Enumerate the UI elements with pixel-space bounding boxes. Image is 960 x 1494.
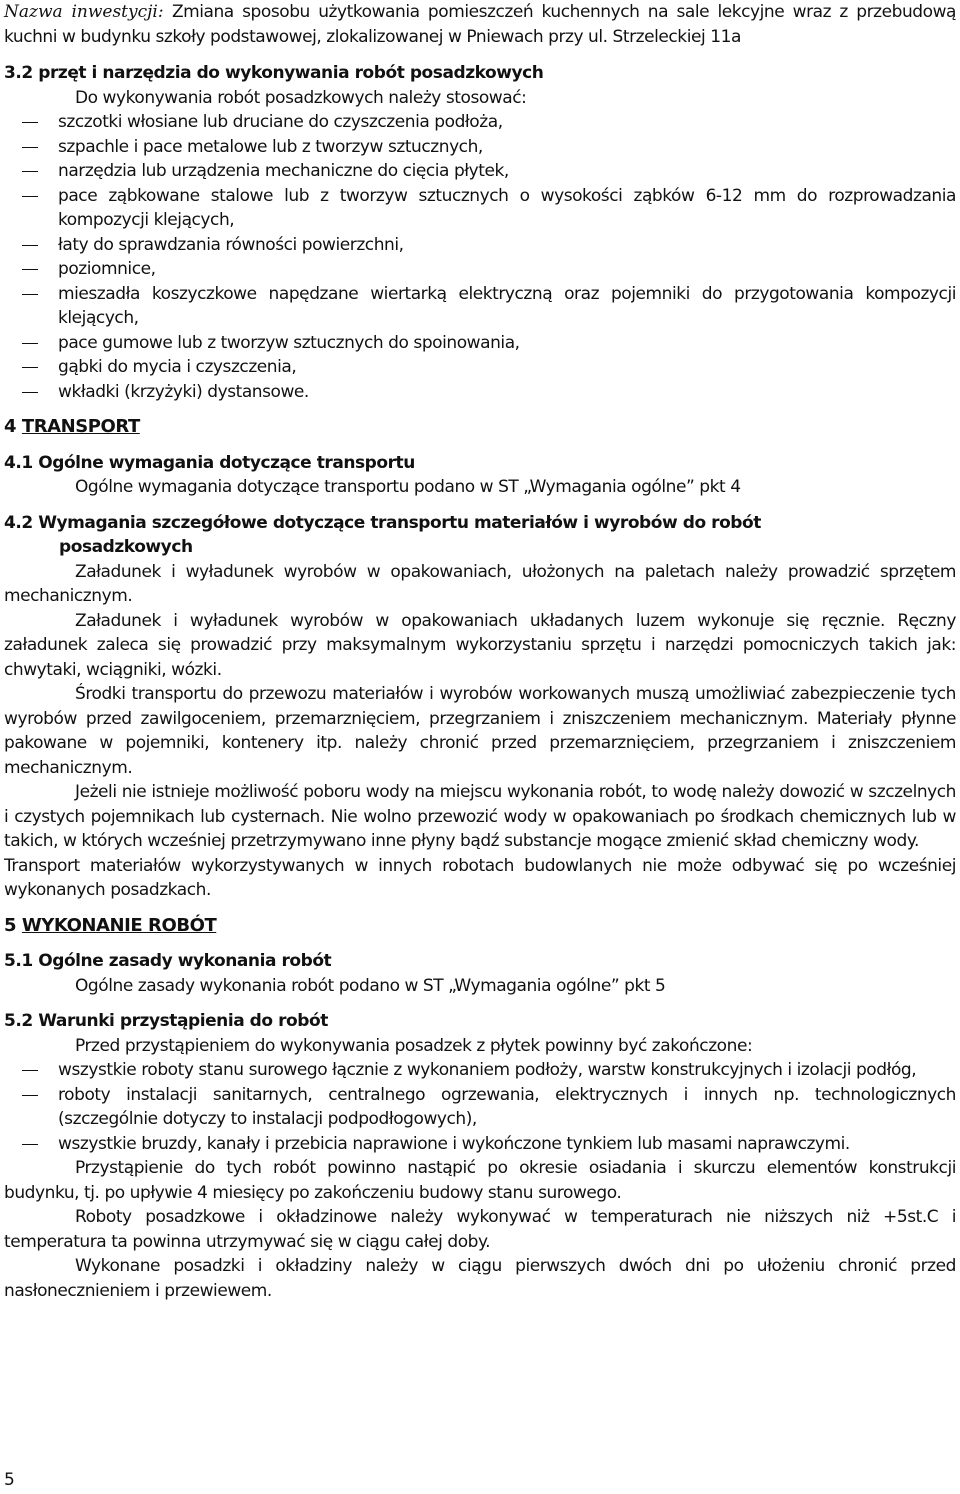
section-5-heading <box>4 914 956 939</box>
paragraph: Przystąpienie do tych robót powinno nastąpić po okresie osiadania i skurczu elementów konstrukcji budynku, tj. po upływie 4 miesięcy po zakończeniu budowy stanu surowego. <box>4 1158 956 1203</box>
list-item: roboty instalacji sanitarnych, centralnego ogrzewania, elektrycznych i innych np. technologicznych (szczególnie dotyczy to instalacji podpodłogowych), <box>4 1083 956 1132</box>
list-item: szpachle i pace metalowe lub z tworzyw sztucznych, <box>4 135 956 160</box>
list-item: szczotki włosiane lub druciane do czyszczenia podłoża, <box>4 110 956 135</box>
section-4-1-title: 4.1 Ogólne wymagania dotyczące transportu <box>4 452 415 473</box>
list-item: narzędzia lub urządzenia mechaniczne do cięcia płytek, <box>4 159 956 184</box>
page-number: 5 <box>4 1470 15 1490</box>
section-4-heading <box>4 415 956 440</box>
section-5-1-title: 5.1 Ogólne zasady wykonania robót <box>4 951 332 971</box>
section-4-number: 4 <box>4 416 17 437</box>
list-item: mieszadła koszyczkowe napędzane wiertarką elektryczną oraz pojemniki do przygotowania kompozycji klejących, <box>4 282 956 331</box>
paragraph: Jeżeli nie istnieje możliwość poboru wody na miejscu wykonania robót, to wodę należy dowozić w szczelnych i czystych pojemnikach lub cysternach. Nie wolno przewozić wody w opakowaniach po środkach chemicznych lub w takich, w których wcześniej przetrzymywano inne płyny bądź substancje mogące zmienić skład chemiczny wody. <box>4 782 956 851</box>
section-3-2-intro: Do wykonywania robót posadzkowych należy stosować: <box>75 87 527 108</box>
list-item: pace ząbkowane stalowe lub z tworzyw sztucznych o wysokości ząbków 6-12 mm do rozprowadzania kompozycji klejących, <box>4 184 956 233</box>
list-item: wszystkie roboty stanu surowego łącznie z wykonaniem podłoży, warstw konstrukcyjnych i izolacji podłóg, <box>4 1058 956 1083</box>
paragraph: Załadunek i wyładunek wyrobów w opakowaniach układanych luzem wykonuje się ręcznie. Ręczny załadunek zaleca się prowadzić przy maksymalnym wykorzystaniu sprzętu i narzędzi pomocniczych takich jak: chwytaki, wciągniki, wózki. <box>4 610 956 680</box>
section-5-title: WYKONANIE ROBÓT <box>21 914 217 936</box>
section-5-2-intro: Przed przystąpieniem do wykonywania posadzek z płytek powinny być zakończone: <box>75 1035 753 1056</box>
section-5-1-body: Ogólne zasady wykonania robót podano w ST „Wymagania ogólne” pkt 5 <box>75 975 666 996</box>
section-5-number: 5 <box>4 914 17 936</box>
list-item: pace gumowe lub z tworzyw sztucznych do spoinowania, <box>4 331 956 356</box>
list-item: wkładki (krzyżyki) dystansowe. <box>4 380 956 405</box>
header-block <box>4 0 956 49</box>
section-4-2-title-cont: posadzkowych <box>59 537 193 557</box>
section-4-1-body: Ogólne wymagania dotyczące transportu podano w ST „Wymagania ogólne” pkt 4 <box>75 477 741 497</box>
section-4-2-title: 4.2 Wymagania szczegółowe dotyczące transportu materiałów i wyrobów do robót <box>4 512 761 533</box>
conditions-list <box>4 1058 956 1156</box>
list-item: wszystkie bruzdy, kanały i przebicia naprawione i wykończone tynkiem lub masami naprawczymi. <box>4 1132 956 1157</box>
paragraph: Roboty posadzkowe i okładzinowe należy wykonywać w temperaturach nie niższych niż +5st.C i temperatura ta powinna utrzymywać się w ciągu całej doby. <box>4 1207 956 1252</box>
section-4-title: TRANSPORT <box>21 416 140 437</box>
list-item: poziomnice, <box>4 257 956 282</box>
paragraph: Środki transportu do przewozu materiałów i wyrobów workowanych muszą umożliwiać zabezpieczenie tych wyrobów przed zawilgoceniem, przemarznięciem, przegrzaniem i zniszczeniem mechanicznym. Materiały płynne pakowane w pojemniki, kontenery itp. należy chronić przed przemarznięciem, przegrzaniem i zniszczeniem mechanicznym. <box>4 684 956 778</box>
list-item: łaty do sprawdzania równości powierzchni, <box>4 233 956 258</box>
section-3-2-title: 3.2 przęt i narzędzia do wykonywania robót posadzkowych <box>4 63 544 83</box>
paragraph: Wykonane posadzki i okładziny należy w ciągu pierwszych dwóch dni po ułożeniu chronić przed nasłonecznieniem i przewiewem. <box>4 1256 956 1301</box>
paragraph: Załadunek i wyładunek wyrobów w opakowaniach, ułożonych na paletach należy prowadzić sprzętem mechanicznym. <box>4 561 956 606</box>
list-item: gąbki do mycia i czyszczenia, <box>4 355 956 380</box>
header-label: Nazwa inwestycji: <box>4 2 164 22</box>
paragraph-closing: Transport materiałów wykorzystywanych w innych robotach budowlanych nie może odbywać się po wcześniej wykonanych posadzkach. <box>4 855 956 900</box>
header-text: Zmiana sposobu użytkowania pomieszczeń kuchennych na sale lekcyjne wraz z przebudową kuchni w budynku szkoły podstawowej, zlokalizowanej w Pniewach przy ul. Strzeleckiej 11a <box>4 2 956 47</box>
document-page <box>4 0 956 1303</box>
tools-list <box>4 110 956 404</box>
section-5-2-title: 5.2 Warunki przystąpienia do robót <box>4 1011 328 1031</box>
